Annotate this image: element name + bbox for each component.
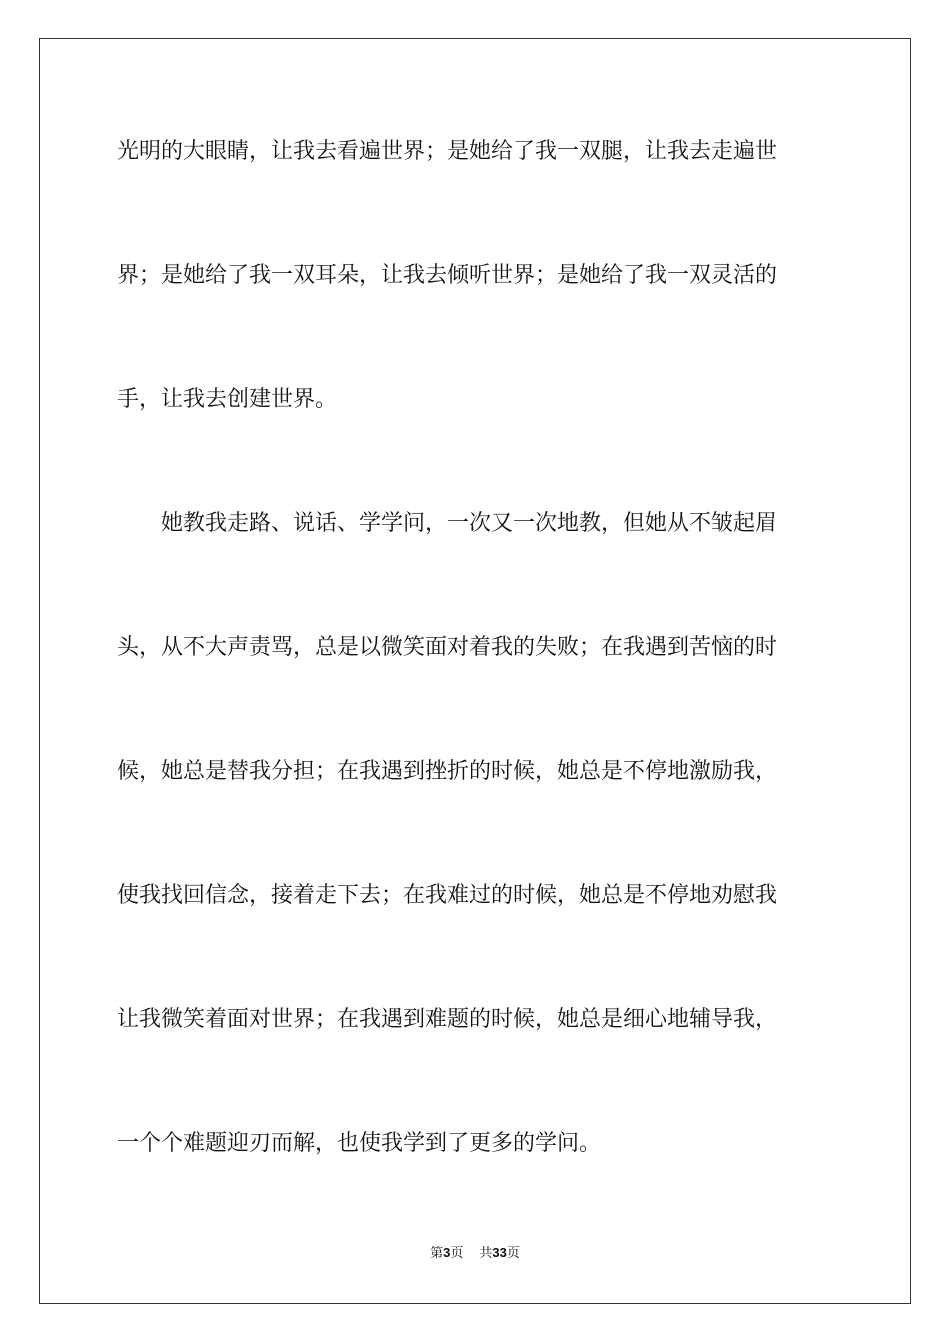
page-prefix: 第 — [430, 1246, 444, 1261]
total-prefix: 共 — [479, 1246, 493, 1261]
page-number: 3 — [443, 1245, 451, 1260]
paragraph-1-line-1: 光明的大眼睛，让我去看遍世界；是她给了我一双腿，让我去走遍世 — [117, 139, 778, 164]
total-pages: 33 — [492, 1245, 507, 1260]
total-suffix: 页 — [506, 1246, 520, 1261]
page-border — [39, 38, 911, 1304]
paragraph-2-line-5: 让我微笑着面对世界；在我遇到难题的时候，她总是细心地辅导我， — [117, 1007, 778, 1032]
paragraph-2-line-1: 她教我走路、说话、学学问，一次又一次地教，但她从不皱起眉 — [161, 511, 778, 536]
paragraph-2-line-6: 一个个难题迎刃而解，也使我学到了更多的学问。 — [117, 1131, 602, 1156]
paragraph-1-line-2: 界；是她给了我一双耳朵，让我去倾听世界；是她给了我一双灵活的 — [117, 263, 778, 288]
paragraph-2-line-3: 候，她总是替我分担；在我遇到挫折的时候，她总是不停地激励我， — [117, 759, 778, 784]
paragraph-2-line-2: 头，从不大声责骂，总是以微笑面对着我的失败；在我遇到苦恼的时 — [117, 635, 778, 660]
page-footer — [0, 1244, 950, 1263]
paragraph-1-line-3: 手，让我去创建世界。 — [117, 387, 338, 412]
paragraph-2-line-4: 使我找回信念，接着走下去；在我难过的时候，她总是不停地劝慰我 — [117, 883, 778, 908]
page-suffix: 页 — [450, 1246, 464, 1261]
